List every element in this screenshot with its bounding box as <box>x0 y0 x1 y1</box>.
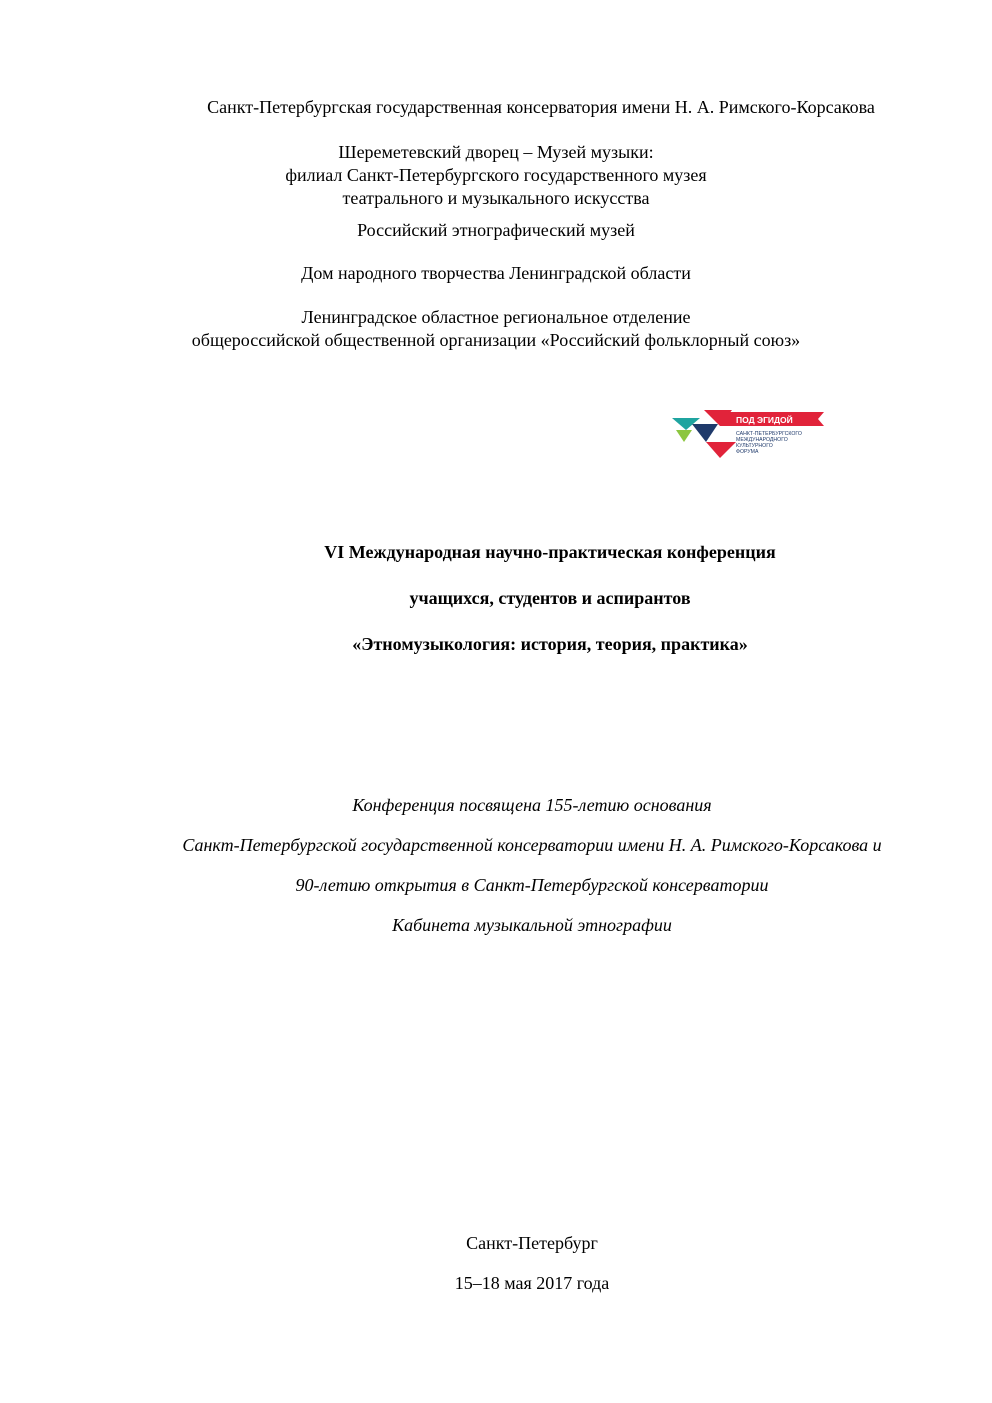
organizer-sheremetev-line-1: Шереметевский дворец – Музей музыки: <box>338 142 654 162</box>
organizer-sheremetev-line-2: филиал Санкт-Петербургского государственного музея <box>285 165 707 185</box>
dedication-line-4: Кабинета музыкальной этнографии <box>392 915 672 935</box>
organizer-folklore-union-line-2: общероссийской общественной организации «Российский фольклорный союз» <box>191 330 801 350</box>
logo-caption-line-2: МЕЖДУНАРОДНОГО <box>736 437 788 443</box>
organizer-folklore-union-line-1: Ленинградское областное региональное отделение <box>301 307 691 327</box>
organizer-ethnographic-museum: Российский этнографический музей <box>357 220 635 240</box>
organizer-conservatory: Санкт-Петербургская государственная консерватория имени Н. А. Римского-Корсакова <box>207 97 875 117</box>
logo-green-shape <box>676 430 692 442</box>
organizer-folk-house: Дом народного творчества Ленинградской области <box>301 263 691 283</box>
logo-banner-text: ПОД ЭГИДОЙ <box>736 415 793 425</box>
forum-logo <box>670 408 830 464</box>
logo-red-shape-bottom <box>706 442 736 458</box>
logo-navy-shape <box>692 424 718 442</box>
footer-city: Санкт-Петербург <box>466 1233 598 1253</box>
conference-title-line-3: «Этномузыкология: история, теория, практика» <box>352 634 748 654</box>
organizer-sheremetev-line-3: театрального и музыкального искусства <box>342 188 650 208</box>
dedication-line-2: Санкт-Петербургской государственной консерватории имени Н. А. Римского-Корсакова и <box>182 835 882 855</box>
footer-dates: 15–18 мая 2017 года <box>454 1273 610 1293</box>
conference-title-line-1: VI Международная научно-практическая конференция <box>324 542 776 562</box>
conference-title-line-2: учащихся, студентов и аспирантов <box>409 588 691 608</box>
logo-caption-line-4: ФОРУМА <box>736 449 759 455</box>
dedication-line-1: Конференция посвящена 155-летию основания <box>352 795 712 815</box>
dedication-line-3: 90-летию открытия в Санкт-Петербургской консерватории <box>295 875 769 895</box>
logo-caption-line-3: КУЛЬТУРНОГО <box>736 443 773 449</box>
logo-caption-line-1: САНКТ-ПЕТЕРБУРГСКОГО <box>736 431 802 437</box>
